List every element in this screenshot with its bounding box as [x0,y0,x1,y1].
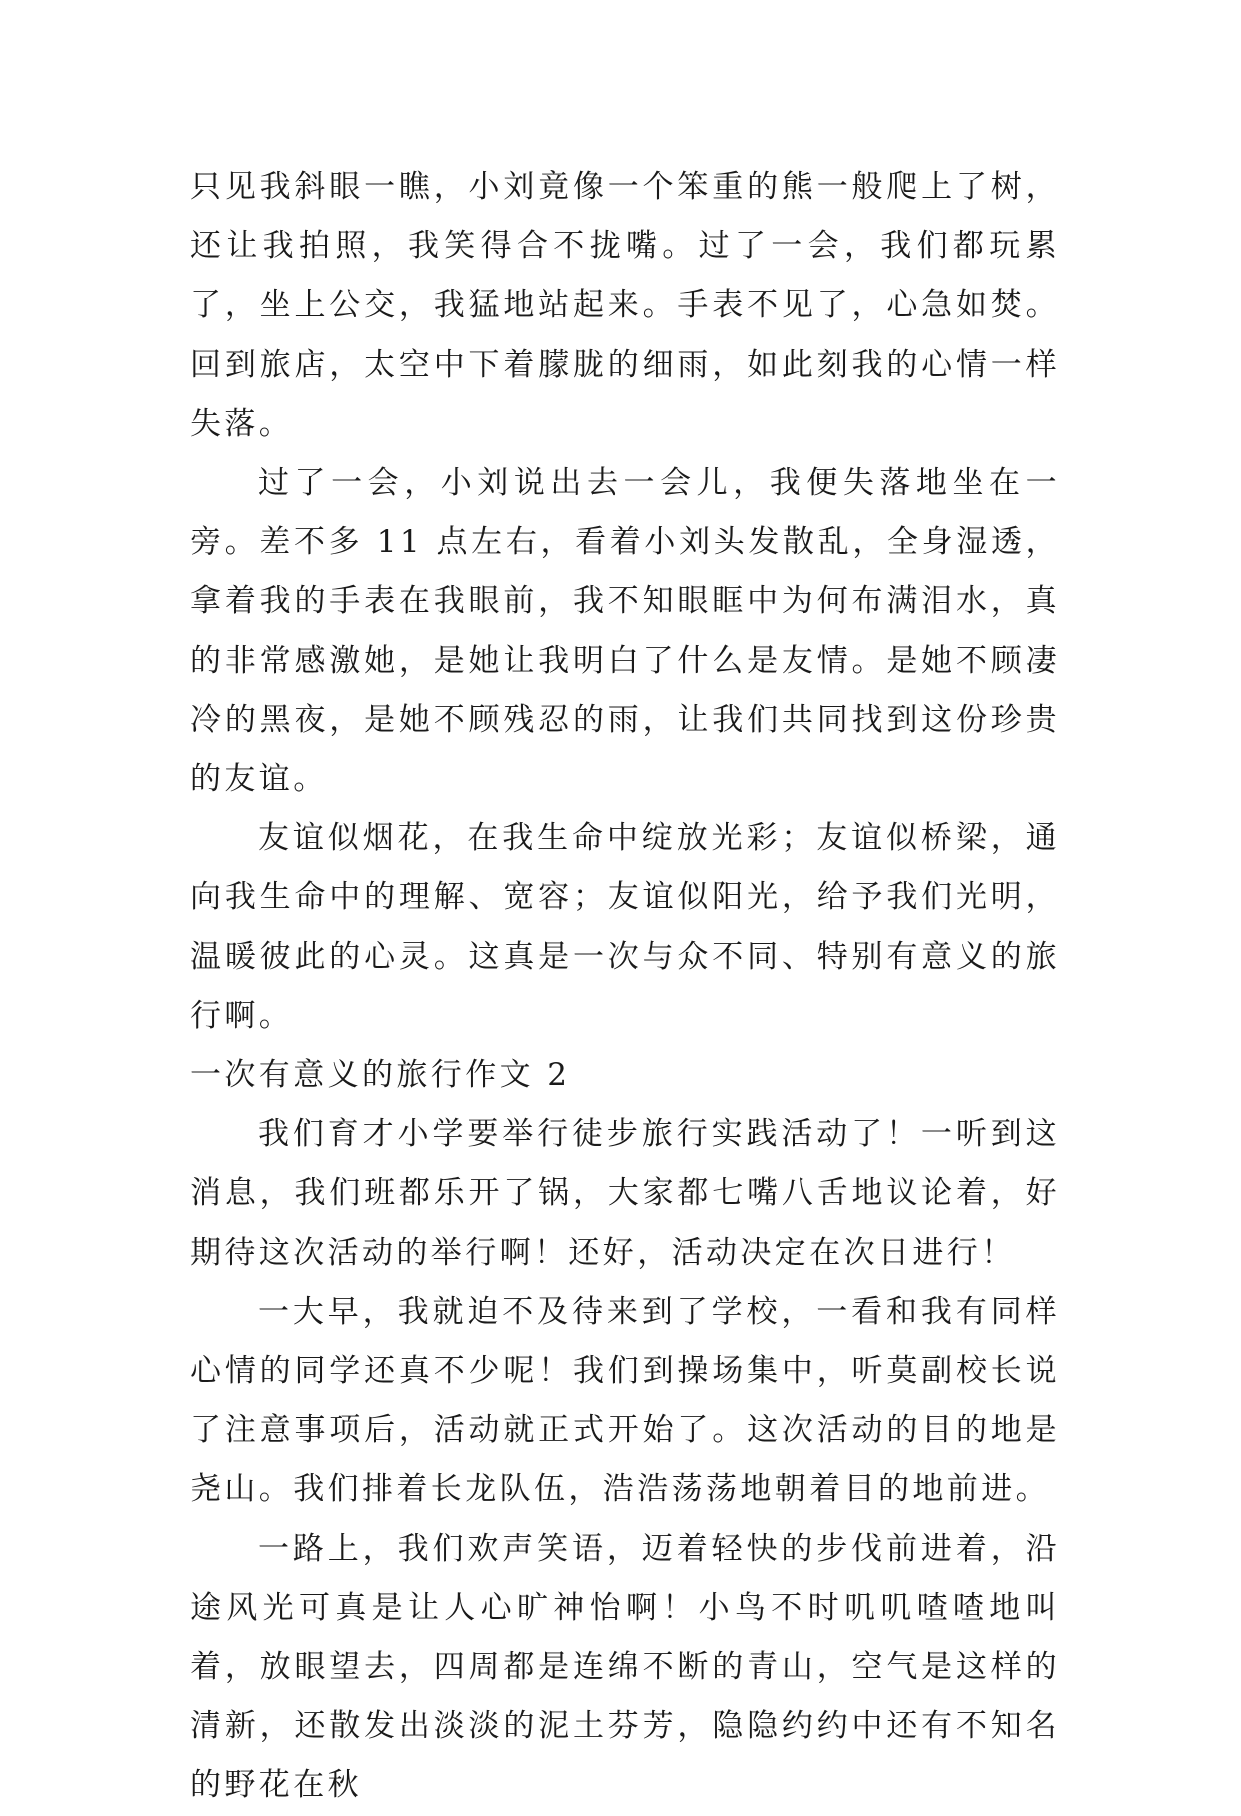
paragraph-1: 只见我斜眼一瞧，小刘竟像一个笨重的熊一般爬上了树，还让我拍照，我笑得合不拢嘴。过了一会，我们都玩累了，坐上公交，我猛地站起来。手表不见了，心急如焚。回到旅店，太空中下着朦胧的细雨，如此刻我的心情一样失落。 [190,169,1060,442]
paragraph-2: 过了一会，小刘说出去一会儿，我便失落地坐在一旁。差不多 11 点左右，看着小刘头发散乱，全身湿透，拿着我的手表在我眼前，我不知眼眶中为何布满泪水，真的非常感激她，是她让我明白了什么是友情。是她不顾凄冷的黑夜，是她不顾残忍的雨，让我们共同找到这份珍贵的友谊。 [190,465,1060,798]
paragraph-4: 我们育才小学要举行徒步旅行实践活动了！一听到这消息，我们班都乐开了锅，大家都七嘴八舌地议论着，好期待这次活动的举行啊！还好，活动决定在次日进行！ [190,1116,1060,1271]
document-body [190,158,1060,1816]
paragraph-6: 一路上，我们欢声笑语，迈着轻快的步伐前进着，沿途风光可真是让人心旷神怡啊！小鸟不时叽叽喳喳地叫着，放眼望去，四周都是连绵不断的青山，空气是这样的清新，还散发出淡淡的泥土芬芳，隐隐约约中还有不知名的野花在秋 [190,1530,1060,1804]
section-heading: 一次有意义的旅行作文 2 [190,1057,571,1094]
paragraph-3: 友谊似烟花，在我生命中绽放光彩；友谊似桥梁，通向我生命中的理解、宽容；友谊似阳光，给予我们光明，温暖彼此的心灵。这真是一次与众不同、特别有意义的旅行啊。 [190,820,1060,1034]
paragraph-5: 一大早，我就迫不及待来到了学校，一看和我有同样心情的同学还真不少呢！我们到操场集中，听莫副校长说了注意事项后，活动就正式开始了。这次活动的目的地是尧山。我们排着长龙队伍，浩浩荡荡地朝着目的地前进。 [190,1293,1060,1508]
